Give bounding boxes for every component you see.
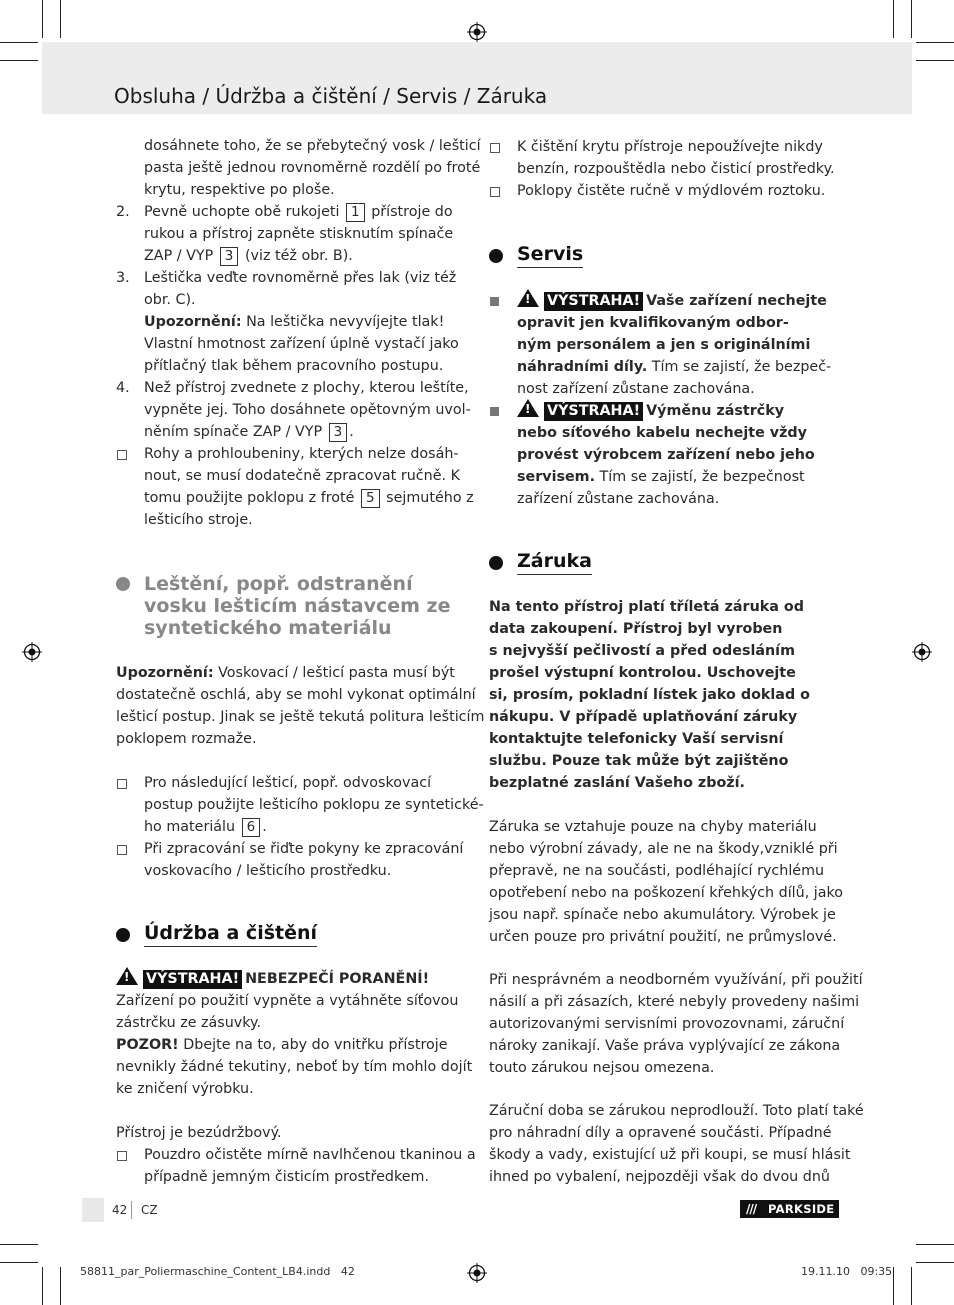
- page-number: 42: [112, 1203, 128, 1217]
- crop-mark: [893, 0, 894, 38]
- step-number: 2.: [116, 204, 130, 220]
- cleaning-bullet-1: K čištění krytu přístroje nepoužívejte nikdy benzín, rozpouštědla nebo čisticí prostředky.: [517, 139, 835, 177]
- crop-mark: [0, 60, 38, 61]
- section-bullet-icon: [489, 556, 503, 570]
- registration-mark-icon: [467, 22, 487, 42]
- warning-triangle-icon: !: [517, 399, 539, 417]
- registration-mark-icon: [912, 642, 932, 662]
- maintenance-free-text: Přístroj je bezúdržbový.: [116, 1125, 282, 1141]
- crop-mark: [42, 1267, 43, 1305]
- maintenance-warning: ! VÝSTRAHA! NEBEZPEČÍ PORANĚNÍ! Zařízení po použití vypněte a vytáhněte síťovou zástrčku ze zásuvky. POZOR! Dbejte na to, aby do vnitřku přístroje nevnikly žádné tekutiny, neboť by tím mohlo dojít ke zničení výrobku.: [116, 967, 472, 1100]
- step-2-text: Pevně uchopte obě rukojeti 1 přístroje do rukou a přístroj zapněte stisknutím spínače ZAP / VYP 3 (viz též obr. B).: [144, 204, 454, 264]
- warning-triangle-icon: !: [116, 967, 138, 985]
- section-heading-warranty: Záruka: [517, 550, 592, 572]
- part-number-box: 3: [220, 247, 239, 266]
- warning-label: VÝSTRAHA!: [544, 292, 643, 311]
- crop-mark: [911, 1267, 912, 1305]
- intro-paragraph: dosáhnete toho, že se přebytečný vosk / lešticí pasta ještě jednou rovnoměrně rozdělí po froté krytu, respektive po ploše.: [144, 138, 481, 198]
- page-number-tab: [82, 1198, 104, 1222]
- crop-mark: [916, 60, 954, 61]
- bullet-corners-text: Rohy a prohloubeniny, kterých nelze dosáh- nout, se musí dodatečně zpracovat ručně. K tomu použijte poklopu z froté 5 sejmutého z lešticího stroje.: [144, 446, 474, 528]
- footer-divider: [131, 1201, 132, 1219]
- crop-mark: [42, 0, 43, 38]
- crop-mark: [60, 1267, 61, 1305]
- warning-triangle-icon: !: [517, 289, 539, 307]
- service-item-1: ! VÝSTRAHA! Vaše zařízení nechejte opravit jen kvalifikovaným odbor- ným personálem a jen s originálními náhradními díly. Tím se zajistí, že bezpeč- nost zařízení zůstane zachována.: [517, 289, 831, 400]
- page-title: Obsluha / Údržba a čištění / Servis / Záruka: [114, 84, 548, 108]
- part-number-box: 6: [242, 818, 261, 837]
- crop-mark: [893, 1267, 894, 1305]
- crop-mark: [0, 1262, 38, 1263]
- bullet-square-icon: [117, 1151, 127, 1161]
- crop-mark: [60, 0, 61, 38]
- parkside-logo: /// PARKSIDE: [740, 1200, 839, 1218]
- warranty-bold-paragraph: Na tento přístroj platí tříletá záruka od data zakoupení. Přístroj byl vyroben s nejvyšší pečlivostí a před odesláním prošel výstupní kontrolou. Uschovejte si, prosím, pokladní lístek jako doklad o nákupu. V případě uplatňování záruky kontaktujte telefonicky Vaší servisní službu. Pouze tak může být zajištěno bezplatné zaslání Vašeho zboží.: [489, 599, 810, 791]
- crop-mark: [916, 42, 954, 43]
- warning-label: VÝSTRAHA!: [544, 402, 643, 421]
- crop-mark: [911, 0, 912, 38]
- crop-mark: [0, 1244, 38, 1245]
- crop-mark: [916, 1262, 954, 1263]
- bullet-square-icon: [117, 779, 127, 789]
- synthetic-bullet-2: Při zpracování se řiďte pokyny ke zpracování voskovacího / lešticího prostředku.: [144, 841, 464, 879]
- language-code: CZ: [141, 1203, 158, 1217]
- crop-mark: [0, 42, 38, 43]
- part-number-box: 5: [361, 489, 380, 508]
- bullet-square-icon: [490, 143, 500, 153]
- cleaning-bullet-2: Poklopy čistěte ručně v mýdlovém roztoku.: [517, 183, 826, 199]
- part-number-box: 3: [329, 423, 348, 442]
- crop-mark: [916, 1244, 954, 1245]
- file-slug: 58811_par_Poliermaschine_Content_LB4.indd 42: [80, 1265, 355, 1278]
- warranty-paragraph-3: Záruční doba se zárukou neprodlouží. Toto platí také pro náhradní díly a opravené součásti. Případné škody a vady, existující už při koupi, se musí hlásit ihned po vybalení, nejpozději však do dvou dnů: [489, 1103, 864, 1185]
- service-item-2: ! VÝSTRAHA! Výměnu zástrčky nebo síťového kabelu nechejte vždy provést výrobcem zařízení nebo jeho servisem. Tím se zajistí, že bezpečnost zařízení zůstane zachována.: [517, 399, 815, 510]
- step-number: 4.: [116, 380, 130, 396]
- maintenance-bullet-1: Pouzdro očistěte mírně navlhčenou tkaninou a případně jemným čisticím prostředkem.: [144, 1147, 476, 1185]
- bullet-filled-square-icon: [490, 407, 499, 416]
- bullet-filled-square-icon: [490, 297, 499, 306]
- print-date: 19.11.10 09:35: [801, 1265, 893, 1278]
- section-heading-service: Servis: [517, 243, 583, 265]
- warranty-paragraph-2: Při nesprávném a neodborném využívání, při použití násilí a při zásazích, které nebyly provedeny našimi autorizovanými servisními provozovnami, záruční nároky zanikají. Vaše práva vyplývající ze zákona touto zárukou nejsou omezena.: [489, 972, 863, 1076]
- bullet-square-icon: [490, 187, 500, 197]
- warning-label: VÝSTRAHA!: [143, 970, 242, 989]
- bullet-square-icon: [117, 845, 127, 855]
- registration-mark-icon: [22, 642, 42, 662]
- step-4-text: Než přístroj zvednete z plochy, kterou leštíte, vypněte jej. Toho dosáhnete opětovným uvol- něním spínače ZAP / VYP 3 .: [144, 380, 471, 440]
- registration-mark-icon: [467, 1263, 487, 1283]
- part-number-box: 1: [346, 203, 365, 222]
- section-bullet-icon: [116, 577, 130, 591]
- synthetic-bullet-1: Pro následující lešticí, popř. odvoskovací postup použijte lešticího poklopu ze syntetické- ho materiálu 6 .: [144, 775, 484, 835]
- synthetic-note: Upozornění: Voskovací / lešticí pasta musí být dostatečně oschlá, aby se mohl vykonat optimální lešticí postup. Jinak se ještě tekutá politura lešticím poklopem rozmaže.: [116, 665, 485, 747]
- step-3-text: Leštička veďte rovnoměrně přes lak (viz též obr. C). Upozornění: Na leštička nevyvíjejte tlak! Vlastní hmotnost zařízení úplně vystačí jako přítlačný tlak během pracovního postupu.: [144, 270, 459, 374]
- warranty-paragraph-1: Záruka se vztahuje pouze na chyby materiálu nebo výrobní závady, ale ne na škody,vzniklé při přepravě, ne na součásti, podléhající rychlému opotřebení nebo na poškození křehkých dílů, jako jsou např. spínače nebo akumulátory. Výrobek je určen pouze pro privátní použití, ne průmyslové.: [489, 819, 844, 945]
- bullet-square-icon: [117, 450, 127, 460]
- section-bullet-icon: [116, 928, 130, 942]
- section-heading-maintenance: Údržba a čištění: [144, 922, 317, 944]
- section-bullet-icon: [489, 249, 503, 263]
- section-heading-synthetic: Leštění, popř. odstranění vosku lešticím nástavcem ze syntetického materiálu: [144, 573, 451, 639]
- step-number: 3.: [116, 270, 130, 286]
